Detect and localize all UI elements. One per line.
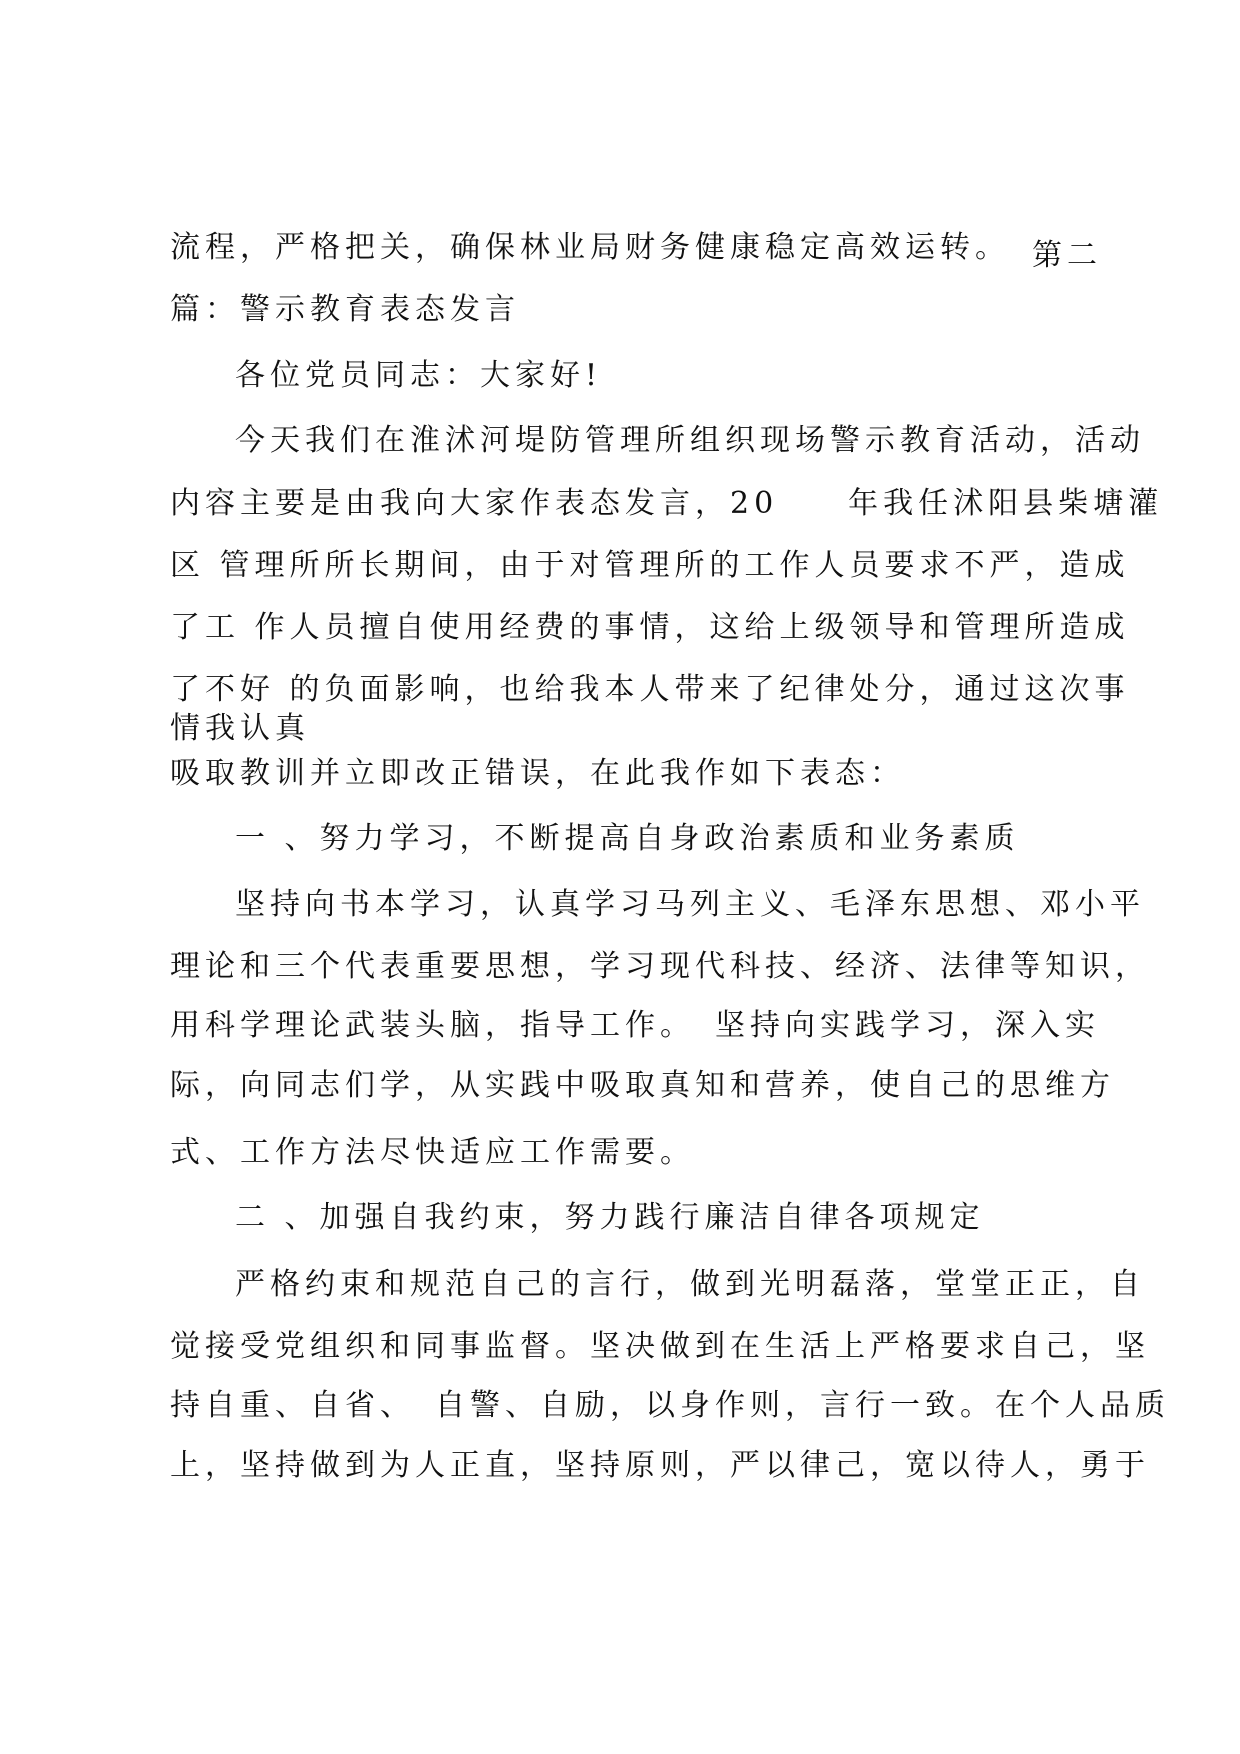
text-line-16: 际，向同志们学，从实践中吸取真知和营养，使自己的思维方 (170, 1068, 1115, 1103)
text-line-15: 用科学理论武装头脑，指导工作。 坚持向实践学习，深入实 (170, 1008, 1100, 1043)
text-line-19: 严格约束和规范自己的言行，做到光明磊落，堂堂正正，自 (235, 1267, 1145, 1302)
text-line-17: 式、工作方法尽快适应工作需要。 (170, 1135, 695, 1170)
text-line-21: 持自重、自省、 自警、自励，以身作则，言行一致。在个人品质 (170, 1388, 1170, 1423)
text-line-11: 吸取教训并立即改正错误，在此我作如下表态： (170, 756, 905, 791)
greeting: 各位党员同志：大家好! (235, 358, 603, 393)
text-line-14: 理论和三个代表重要思想，学习现代科技、经济、法律等知识， (170, 949, 1150, 984)
subheading-2: 二 、加强自我约束，努力践行廉洁自律各项规定 (235, 1200, 985, 1235)
subheading-1: 一 、努力学习，不断提高自身政治素质和业务素质 (235, 821, 1020, 856)
text-line-6: 内容主要是由我向大家作表态发言，20 年我任沭阳县柴塘灌 (170, 486, 1164, 521)
section-heading: 篇：警示教育表态发言 (170, 292, 520, 327)
text-line-10: 情我认真 (170, 711, 310, 746)
text-line-13: 坚持向书本学习，认真学习马列主义、毛泽东思想、邓小平 (235, 887, 1145, 922)
text-line-2: 第二 (1032, 238, 1102, 273)
text-line-22: 上，坚持做到为人正直，坚持原则，严以律己，宽以待人，勇于 (170, 1448, 1150, 1483)
text-line-1: 流程，严格把关，确保林业局财务健康稳定高效运转。 (170, 230, 1010, 265)
text-line-9: 了不好 的负面影响，也给我本人带来了纪律处分，通过这次事 (170, 672, 1130, 707)
text-line-5: 今天我们在淮沭河堤防管理所组织现场警示教育活动，活动 (235, 423, 1145, 458)
text-line-7: 区 管理所所长期间，由于对管理所的工作人员要求不严，造成 (170, 548, 1130, 583)
text-line-8: 了工 作人员擅自使用经费的事情，这给上级领导和管理所造成 (170, 610, 1130, 645)
text-line-20: 觉接受党组织和同事监督。坚决做到在生活上严格要求自己，坚 (170, 1329, 1150, 1364)
